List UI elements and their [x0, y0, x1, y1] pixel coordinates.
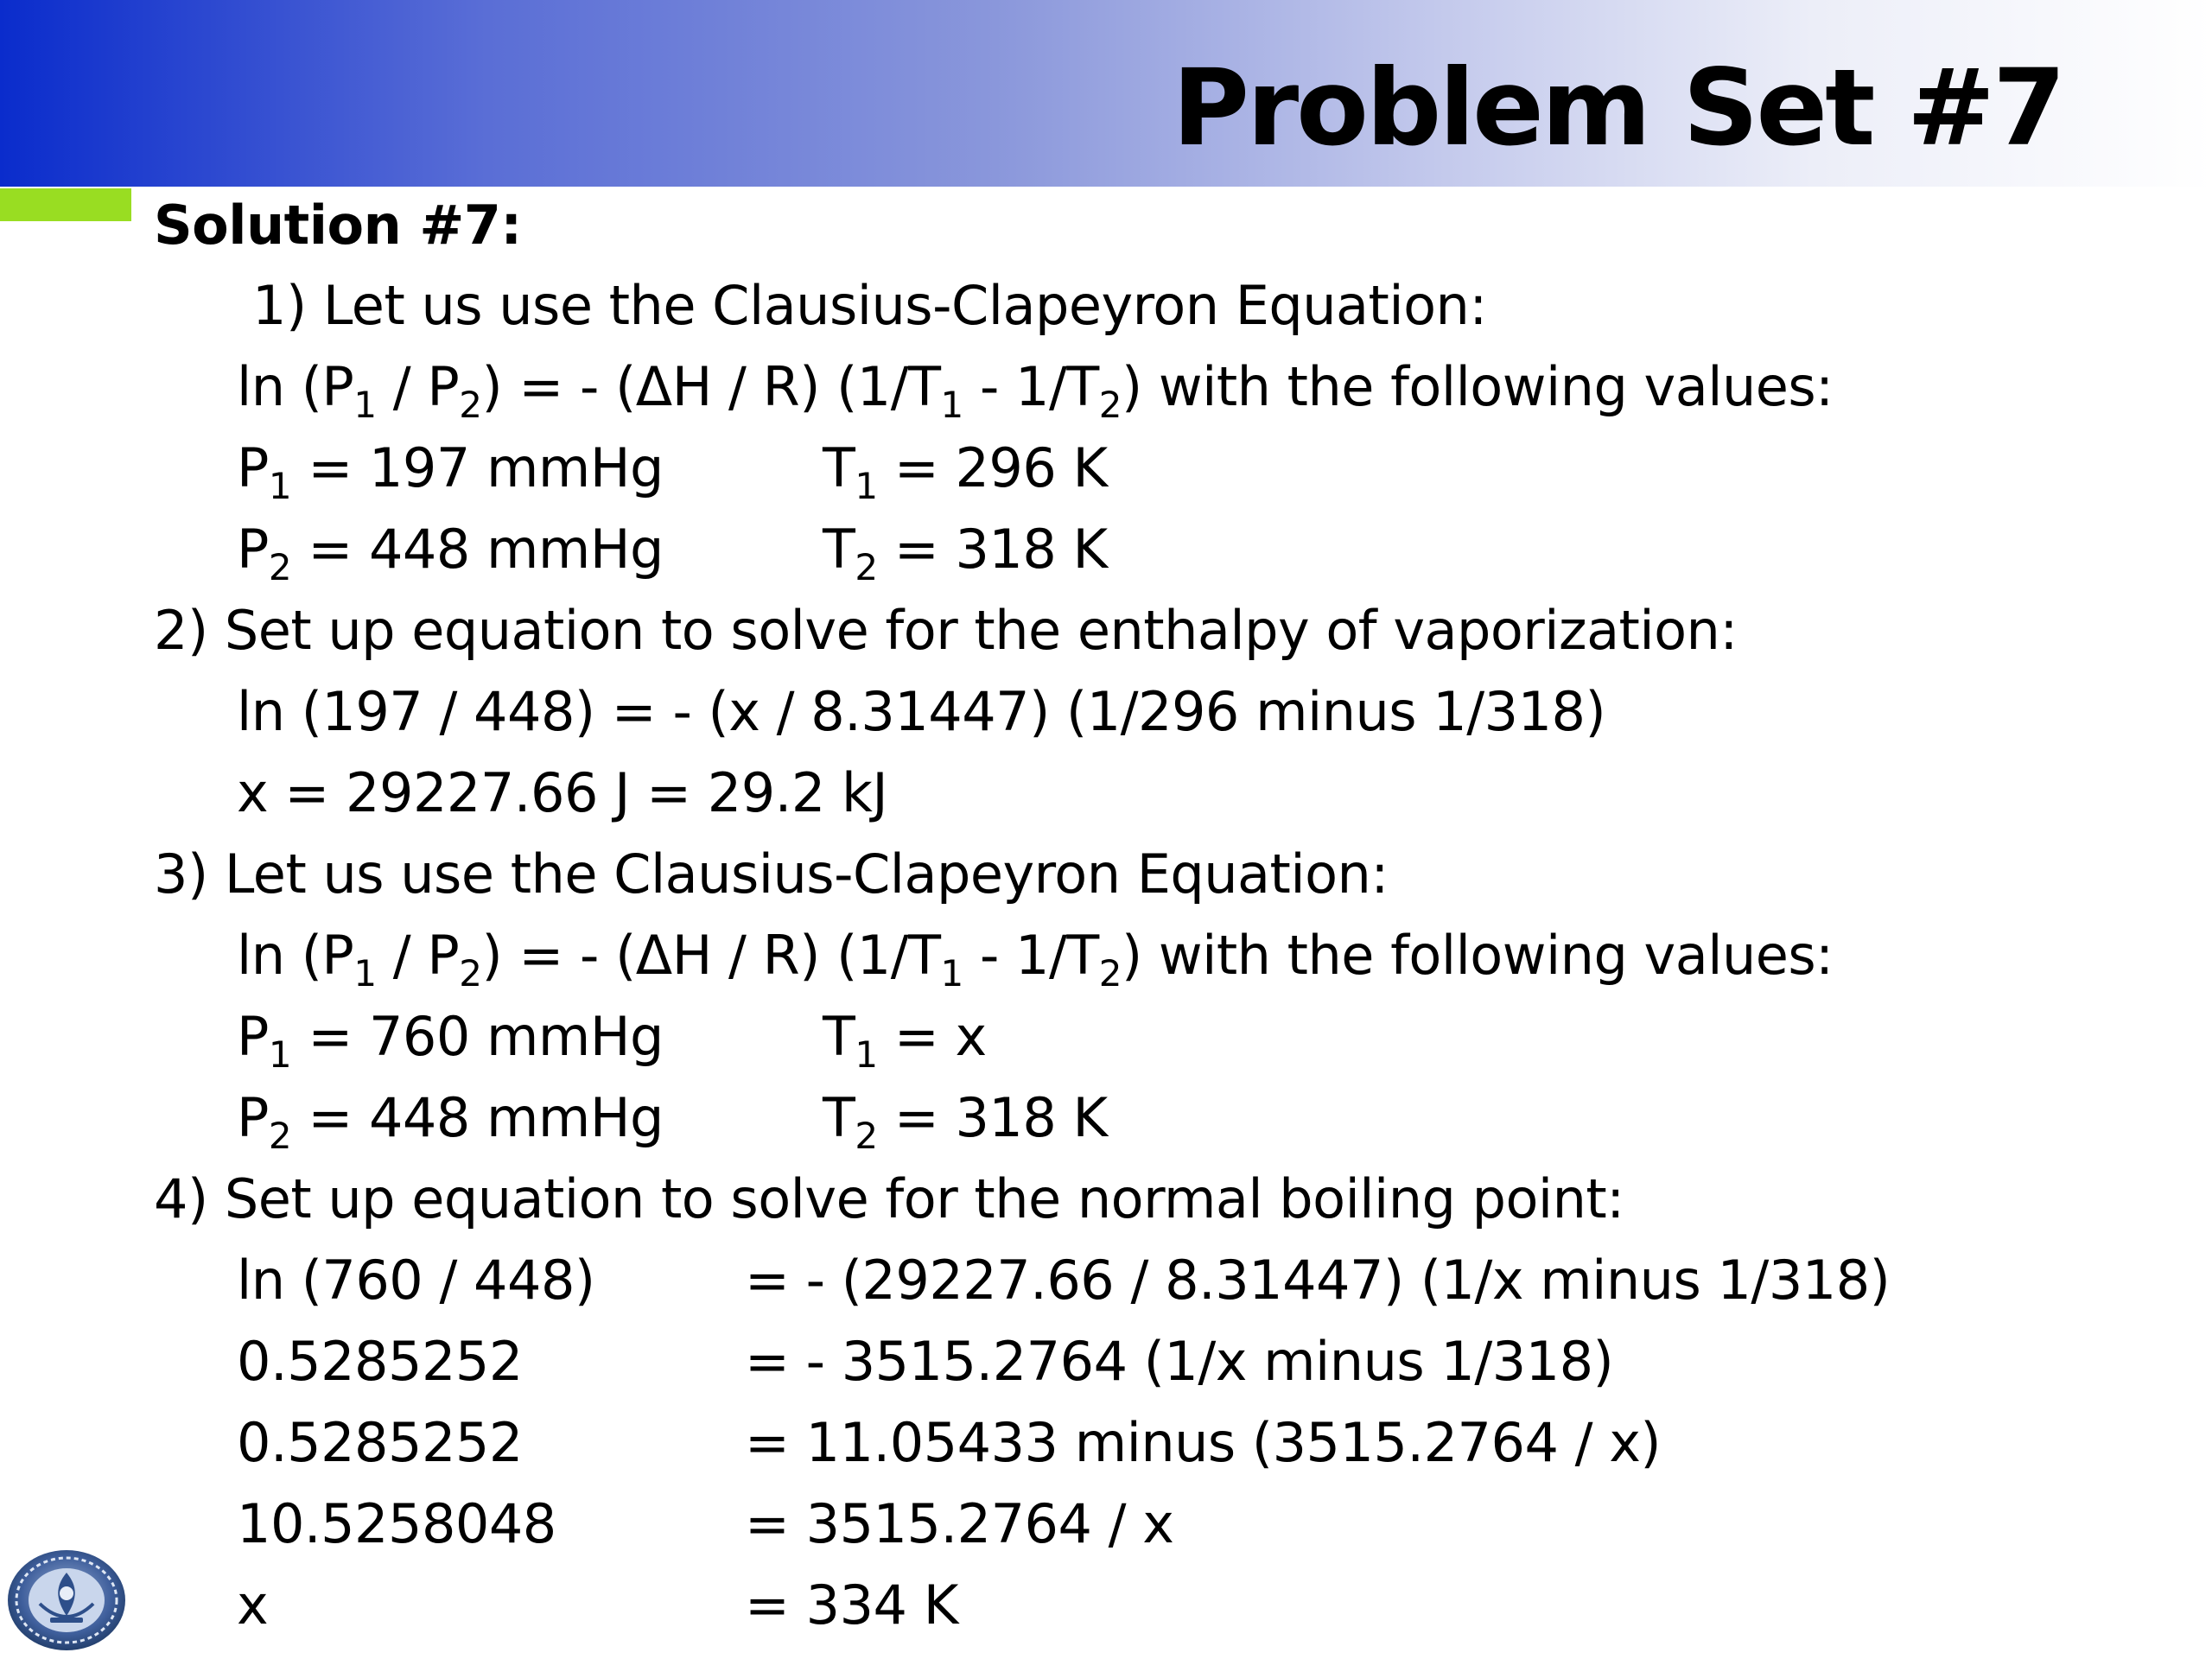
step4-row-right: = 334 K: [745, 1573, 958, 1637]
step4-row-right: = 11.05433 minus (3515.2764 / x): [745, 1411, 1662, 1474]
step2-equation: ln (197 / 448) = - (x / 8.31447) (1/296 minus 1/318): [237, 680, 1606, 743]
step1-t2: $T_2 = 318$ K: [823, 518, 1108, 588]
step2-intro: 2) Set up equation to solve for the enthalpy of vaporization:: [154, 599, 1738, 662]
solution-heading: Solution #7:: [154, 194, 522, 257]
step4-row-left: 0.5285252: [237, 1330, 523, 1393]
step3-intro: 3) Let us use the Clausius-Clapeyron Equation:: [154, 842, 1389, 906]
step4-row-right: = - 3515.2764 (1/x minus 1/318): [745, 1330, 1614, 1393]
step4-row-right: = - (29227.66 / 8.31447) (1/x minus 1/318): [745, 1249, 1891, 1312]
step4-intro: 4) Set up equation to solve for the normal boiling point:: [154, 1167, 1624, 1230]
step1-p1: $P_1 = 197$ mmHg: [237, 436, 664, 507]
step4-row-left: 0.5285252: [237, 1411, 523, 1474]
step1-intro: 1) Let us use the Clausius-Clapeyron Equation:: [252, 274, 1487, 337]
step3-t1: $T_1 = x$: [823, 1005, 987, 1076]
step3-p1: $P_1 = 760$ mmHg: [237, 1005, 664, 1076]
step4-row-left: 10.5258048: [237, 1492, 556, 1555]
university-seal-icon: [5, 1547, 128, 1652]
step4-row-left: ln (760 / 448): [237, 1249, 595, 1312]
step3-equation: $\ln (P_1 / P_2)$ = - (ΔH / R) $(1/T_1 - 1/T_2)$ with the following values:: [237, 924, 1834, 995]
step3-p2: $P_2 = 448$ mmHg: [237, 1086, 664, 1157]
step1-t1: $T_1 = 296$ K: [823, 436, 1108, 507]
step4-row-right: = 3515.2764 / x: [745, 1492, 1174, 1555]
step1-p2: $P_2 = 448$ mmHg: [237, 518, 664, 588]
step1-equation: $\ln (P_1 / P_2)$ = - (ΔH / R) $(1/T_1 - 1/T_2)$ with the following values:: [237, 355, 1834, 426]
step4-row-left: x: [237, 1573, 269, 1637]
step3-t2: $T_2 = 318$ K: [823, 1086, 1108, 1157]
slide-title: Problem Set #7: [1172, 47, 2063, 169]
step2-result: x = 29227.66 J = 29.2 kJ: [237, 761, 888, 824]
